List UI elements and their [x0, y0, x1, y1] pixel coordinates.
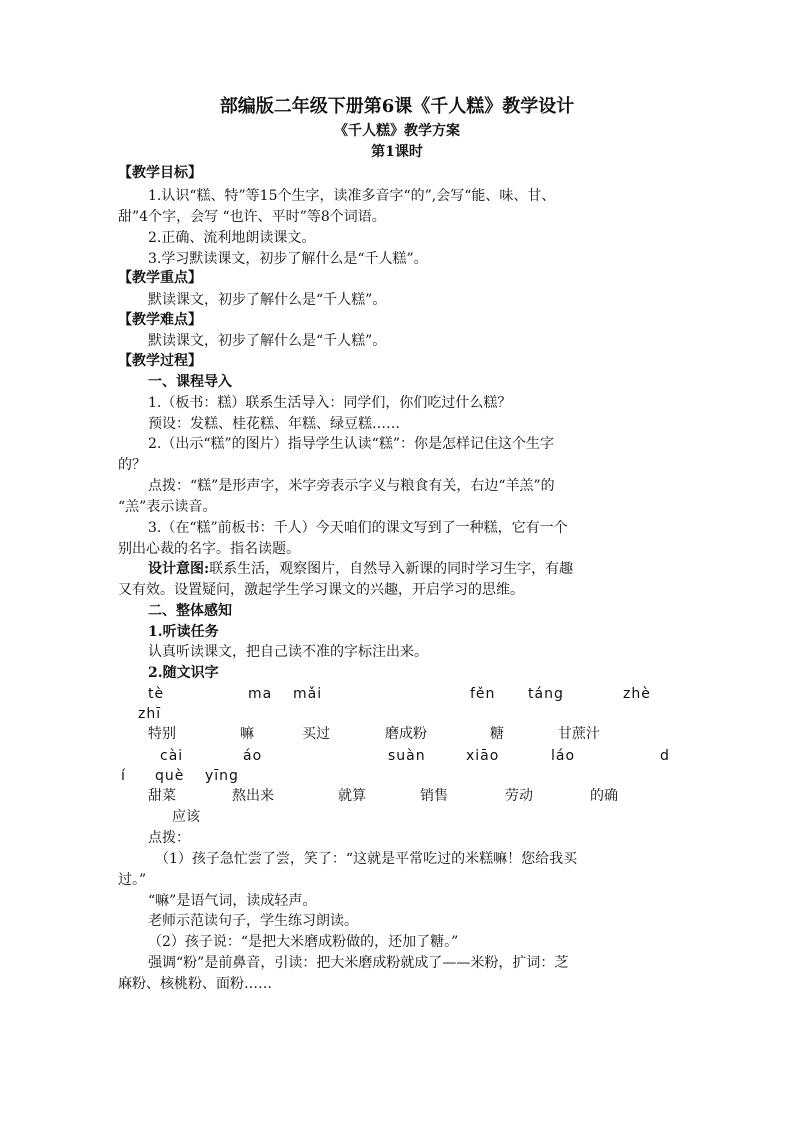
word-xiaoshou: 销售: [420, 788, 448, 804]
word-dique: 的确: [590, 788, 618, 804]
listen-task-text: 认真听读课文，把自己读不准的字标注出来。: [148, 644, 428, 660]
pinyin-ao: áo: [243, 748, 263, 764]
word-tebie: 特别: [148, 726, 176, 742]
word-laodong: 劳动: [505, 788, 533, 804]
difficulty-text: 默读课文，初步了解什么是“千人糕”。: [148, 333, 387, 349]
goal-2: 2.正确、流利地朗读课文。: [148, 230, 316, 246]
process-p4-line-2: “羔”表示读音。: [118, 499, 217, 515]
word-tang: 糖: [490, 726, 504, 742]
pinyin-d: d: [660, 748, 670, 764]
pinyin-i: í: [121, 768, 126, 784]
pinyin-lao: láo: [551, 748, 576, 764]
pinyin-zhe: zhè: [623, 686, 651, 702]
goal-1-line-2: 甜”4个字，会写 “也许、平时”等8个词语。: [118, 209, 386, 225]
goal-3: 3.学习默读课文，初步了解什么是“千人糕”。: [148, 251, 428, 267]
word-yinggai: 应该: [172, 809, 200, 825]
note-2-explain-line-1: 强调“粉”是前鼻音，引读：把大米磨成粉就成了——米粉，扩词：芝: [148, 955, 569, 971]
word-aochulai: 熬出来: [232, 788, 274, 804]
word-tiancai: 甜菜: [148, 788, 176, 804]
word-ganzhezhi: 甘蔗汁: [558, 726, 600, 742]
pinyin-zhi: zhī: [138, 706, 162, 722]
note-1-explain: “嘛”是语气词，读成轻声。: [148, 893, 317, 909]
pinyin-tang: táng: [528, 686, 564, 702]
notes-label: 点拨：: [148, 830, 190, 846]
pinyin-mai: mǎi: [293, 686, 323, 702]
difficulty-heading: 【教学难点】: [118, 312, 202, 328]
pinyin-ying: yīng: [205, 768, 239, 784]
word-ma: 嘛: [240, 726, 254, 742]
page-title: 部编版二年级下册第6课《千人糕》教学设计: [219, 96, 575, 117]
word-maiguo: 买过: [302, 726, 330, 742]
section-2-heading: 二、整体感知: [148, 603, 232, 619]
pinyin-te: tè: [148, 686, 165, 702]
pinyin-que: què: [155, 768, 185, 784]
goal-1-line-1: 1.认识“糕、特”等15个生字，读准多音字“的”,会写“能、味、甘、: [148, 188, 556, 204]
word-mochengfen: 磨成粉: [385, 726, 427, 742]
listen-task-heading: 1.听读任务: [148, 624, 219, 640]
process-p5-line-1: 3.（在“糕”前板书：千人）今天咱们的课文写到了一种糕，它有一个: [148, 520, 568, 536]
process-p3-line-1: 2.（出示“糕”的图片）指导学生认读“糕”：你是怎样记住这个生字: [148, 436, 554, 452]
note-2-explain-line-2: 麻粉、核桃粉、面粉……: [118, 976, 272, 992]
plan-subtitle: 《千人糕》教学方案: [334, 123, 460, 139]
design-intent-label: 设计意图:: [148, 561, 210, 577]
pinyin-xiao: xiāo: [466, 748, 500, 764]
section-1-heading: 一、课程导入: [148, 374, 232, 390]
process-p5-line-2: 别出心裁的名字。指名读题。: [118, 541, 300, 557]
word-jiusuan: 就算: [338, 788, 366, 804]
note-1-line-1: （1）孩子急忙尝了尝，笑了：“这就是平常吃过的米糕嘛！您给我买: [155, 851, 578, 867]
pinyin-ma: ma: [248, 686, 273, 702]
pinyin-suan: suàn: [388, 748, 426, 764]
process-p3-line-2: 的？: [118, 457, 146, 473]
key-point-heading: 【教学重点】: [118, 270, 202, 286]
goals-heading: 【教学目标】: [118, 165, 202, 181]
note-1-practice: 老师示范读句子，学生练习朗读。: [148, 913, 358, 929]
literacy-heading: 2.随文识字: [148, 665, 219, 681]
process-p4-line-1: 点拨：“糕”是形声字，米字旁表示字义与粮食有关，右边“羊羔”的: [148, 478, 555, 494]
pinyin-fen: fěn: [470, 686, 496, 702]
key-point-text: 默读课文，初步了解什么是“千人糕”。: [148, 292, 387, 308]
design-intent-line-1: 联系生活，观察图片，自然导入新课的同时学习生字，有趣: [209, 561, 574, 577]
process-p2: 预设：发糕、桂花糕、年糕、绿豆糕……: [148, 416, 400, 432]
lesson-period: 第1课时: [371, 144, 423, 160]
design-intent: [148, 559, 573, 579]
process-p1: 1.（板书：糕）联系生活导入：同学们，你们吃过什么糕？: [148, 395, 512, 411]
note-2: （2）孩子说：“是把大米磨成粉做的，还加了糖。”: [148, 934, 459, 950]
design-intent-line-2: 又有效。设置疑问，激起学生学习课文的兴趣，开启学习的思维。: [118, 582, 524, 598]
process-heading: 【教学过程】: [118, 353, 202, 369]
note-1-line-2: 过。”: [118, 872, 147, 888]
pinyin-cai: cài: [160, 748, 184, 764]
